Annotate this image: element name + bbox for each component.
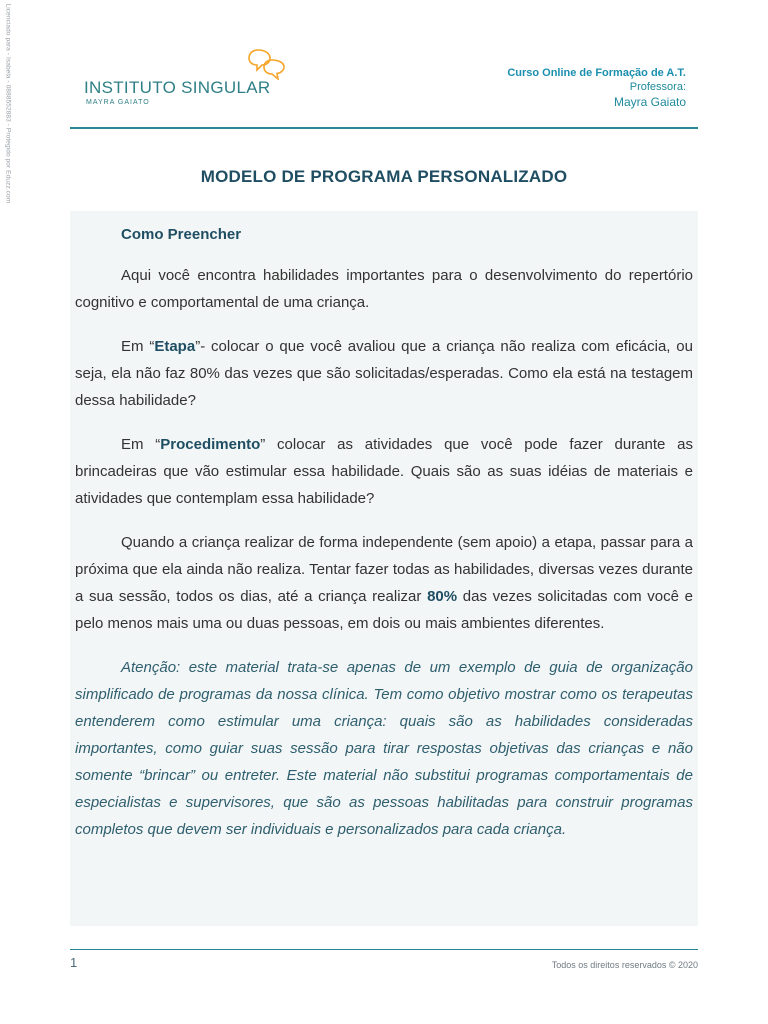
instructions-card [70,211,698,926]
professor-name: Mayra Gaiato [613,95,686,109]
footer-divider [70,949,698,950]
logo-name: INSTITUTO SINGULAR [84,78,271,97]
institute-logo [84,46,304,116]
copyright-notice: Todos os direitos reservados © 2020 [551,960,698,970]
etapa-paragraph: Em “Etapa”- colocar o que você avaliou que a criança não realiza com eficácia, ou seja, ela não faz 80% das vezes que são solicitadas/esperadas. Como ela está na testagem dessa habilidade? [75,338,693,409]
speech-bubbles-icon [248,46,288,80]
intro-paragraph: Aqui você encontra habilidades importantes para o desenvolvimento do repertório cognitivo e comportamental de uma criança. [75,267,693,311]
criteria-paragraph: Quando a criança realizar de forma independente (sem apoio) a etapa, passar para a próxima que ela ainda não realiza. Tentar fazer todas as habilidades, diversas vezes durante a sua sessão, todos os dias, até a criança realizar 80% das vezes solicitadas com você e pelo menos mais uma ou duas pessoas, em dois ou mais ambientes diferentes. [75,534,693,632]
procedimento-paragraph: Em “Procedimento” colocar as atividades que você pode fazer durante as brincadeiras que vão estimular essa habilidade. Quais são as suas idéias de materiais e atividades que contemplam essa habilidade? [75,436,693,507]
course-header [507,66,686,109]
logo-subtitle: MAYRA GAIATO [86,99,150,106]
disclaimer-note: Atenção: este material trata-se apenas de um exemplo de guia de organização simplificado de programas da nossa clínica. Tem como objetivo mostrar como os terapeutas entenderem como estimular uma criança: quais são as habilidades consideradas importantes, como guiar suas sessão para tirar respostas objetivas das crianças e não somente “brincar” ou entreter. Este material não substitui programas comportamentais de especialistas e supervisores, que são as pessoas habilitadas para construir programas completos que devem ser individuais e personalizados para cada criança. [75,659,693,838]
license-watermark: Licenciado para - Isabela - 0888552883 - Protegido por Eduzz.com [4,3,12,204]
professor-label: Professora: [629,81,686,93]
criteria-percent: 80% [427,588,458,605]
section-heading: Como Preencher [121,226,242,243]
header-divider [70,127,698,129]
page-number: 1 [70,955,78,970]
procedimento-term: Procedimento [160,436,261,453]
page-title: MODELO DE PROGRAMA PERSONALIZADO [200,167,568,186]
etapa-term: Etapa [154,338,196,355]
course-title: Curso Online de Formação de A.T. [507,67,686,79]
